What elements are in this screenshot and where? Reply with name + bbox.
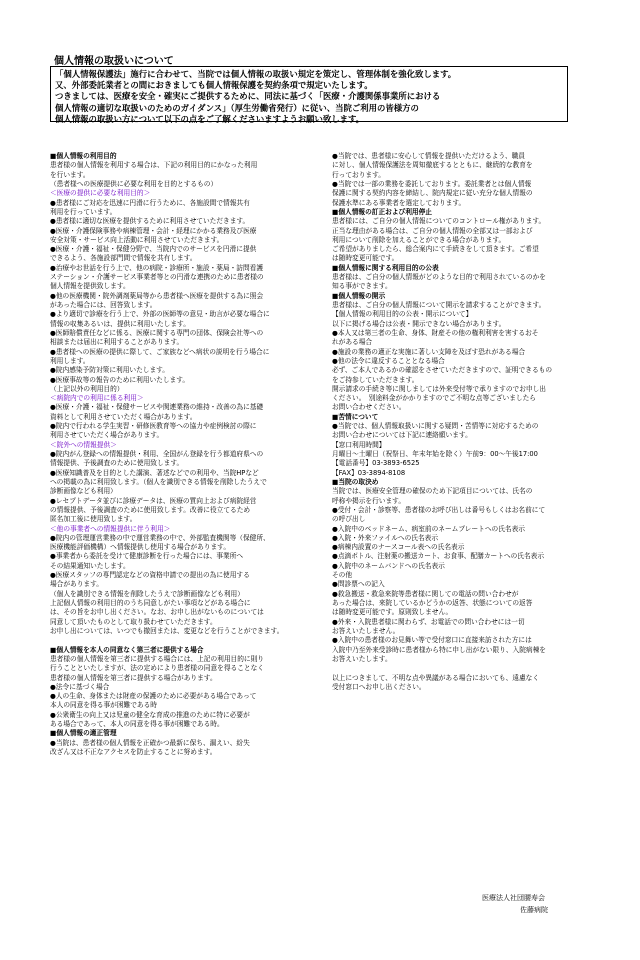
text-line: ●当院では一部の業務を委託しております。委託業者とは個人情報 — [332, 179, 532, 188]
text-line: 場合があります。 — [50, 580, 103, 589]
text-line: 開示請求の手続き等に関しましては外来受付等で承りますのでお申し出 — [332, 384, 546, 393]
text-line: 【FAX】03-3894-8108 — [332, 468, 406, 477]
text-line: ●人の生命、身体または財産の保護のために必要がある場合であって — [50, 692, 257, 701]
text-line: ●当院は、患者様の個人情報を正確かつ最新に保ち、漏えい、紛失 — [50, 738, 250, 747]
text-line: 医療機能評価機構）へ情報提供し使用する場合があります。 — [50, 543, 231, 552]
text-line: できるよう、各施設部門間で情報を共有します。 — [50, 254, 197, 263]
spacer — [332, 664, 602, 673]
text-line: は随時変更可能です。原則致しません。 — [332, 608, 453, 617]
text-line: 個人情報を提供致します。 — [50, 282, 130, 291]
page-title: 個人情報の取扱いについて — [54, 56, 174, 67]
text-line: 安全対策・サービス向上活動に利用させていただきます。 — [50, 235, 224, 244]
right-column — [332, 152, 602, 692]
section-heading: ■個人情報に関する利用目的の公表 — [332, 263, 439, 272]
text-line: ●医療・介護・福祉・保健分野で、当院内でのサービスを円滑に提供 — [50, 245, 257, 254]
text-line: ●本人又は第三者の生命、身体、財産その他の権利利害を害するおそ — [332, 328, 539, 337]
text-line: 情報の収集あるいは、提供に利用いたします。 — [50, 319, 190, 328]
section-heading: ■当院の取決め — [332, 477, 379, 486]
text-line: 当院では、医療安全管理の確保のため下記項目については、氏名の — [332, 487, 533, 496]
text-line: 改ざん又は不正なアクセスを防止することに努めます。 — [50, 748, 217, 756]
text-line: ご希望がありましたら、総合案内にて手続きをして頂きます。ご希望 — [332, 245, 539, 254]
text-line: ●医療・介護保険事務や病棟管理・会計・経理にかかる業務及び医療 — [50, 226, 257, 235]
text-line: 月曜日～土曜日（祝祭日、年末年始を除く）午前9：00～午後17:00 — [332, 450, 538, 458]
text-line: お問い合わせください。 — [332, 403, 406, 412]
section-heading: ■個人情報を本人の同意なく第三者に提供する場合 — [50, 645, 204, 654]
text-line: 行うことといたしますが、法の定めにより患者様の同意を得ることなく — [50, 664, 264, 673]
text-line: ●入院・外来ファイルへの氏名表示 — [332, 533, 439, 542]
text-line: ●医療事故等の報告のために利用いたします。 — [50, 375, 190, 384]
spacer — [50, 636, 320, 645]
text-line: ●事業者から委託を受けて健康診断を行った場合には、事業所へ — [50, 552, 244, 561]
text-line: ●院内感染予防対策に利用いたします。 — [50, 366, 169, 375]
text-line: 本人の同意を得る事が困難である時 — [50, 701, 157, 710]
text-line: ください。 別途料金がかかりますのでご不明な点等ございましたら — [332, 394, 536, 403]
text-line: に対し、個人情報保護法を周知徹底するとともに、継続的な教育を — [332, 161, 533, 170]
section-heading: ■苦情について — [332, 412, 379, 421]
text-line: ステーション・介護サービス事業者等との円滑な連携のために患者様の — [50, 273, 264, 282]
text-line: 【窓口利用時間】 — [332, 440, 386, 449]
text-line: への掲載の為に利用致します。（個人を識別できる情報を削除したうえで — [50, 477, 267, 486]
text-line: ●当院では、個人情報取扱いに関する疑問・苦情等に対応するための — [332, 422, 539, 431]
subsection-heading: ＜他の事業者への情報提供に伴う利用＞ — [50, 524, 171, 533]
text-line: ●より適切で診療を行う上で、外部の医師等の意見・助言が必要な場合に — [50, 310, 270, 319]
text-line: 【電話番号】03-3893-6525 — [332, 459, 420, 468]
text-line: ●施設の業務の適正な実施に著しい支障を及ぼす恐れがある場合 — [332, 347, 526, 356]
text-line: （患者様への医療提供に必要な利用を目的とするもの） — [50, 179, 218, 188]
text-line: 入院中乃至外来受診時に患者様から特に申し出がない限り、入院病棟を — [332, 645, 546, 654]
subsection-heading: ＜医療の提供に必要な利用目的＞ — [50, 189, 151, 198]
text-line: 以上につきまして、不明な点や異議がある場合においても、遠慮なく — [332, 673, 540, 682]
text-line: は随時変更可能です。 — [332, 254, 399, 263]
text-line: お答えいたします。 — [332, 654, 392, 663]
text-line: ●院内で行われる学生実習・研修医教育等への協力や症例検討の際に — [50, 422, 257, 431]
section-heading: ■個人情報の利用目的 — [50, 152, 117, 160]
text-line: 行っております。 — [332, 170, 385, 179]
text-line: 知る事ができます。 — [332, 282, 392, 291]
left-column — [50, 152, 320, 757]
text-line: その結果通知いたします。 — [50, 561, 130, 570]
text-line: 患者様は、ご自分の個人情報がどのような目的で利用されているのかを — [332, 273, 546, 282]
text-line: 利用させていただく場合があります。 — [50, 431, 164, 440]
section-heading: ■個人情報の開示 — [332, 291, 386, 300]
text-line: 資料として利用させていただく場合があります。 — [50, 412, 197, 421]
text-line: の呼び出し — [332, 515, 366, 524]
text-line: ●患者様への医療の提供に際して、ご家族などへ病状の説明を行う場合に — [50, 347, 270, 356]
intro-line: 個人情報の取扱い方について以下の点をご了解くださいますようお願い致します。 — [55, 113, 365, 124]
text-line: 以下に掲げる場合は公表・開示できない場合があります。 — [332, 319, 506, 328]
text-line: その他 — [332, 571, 353, 580]
text-line: ●治療やお世話を行う上で、他の病院・診療所・施設・薬局・訪問看護 — [50, 263, 264, 272]
text-line: ●患者様にご対応を迅速に円滑に行うために、各施設間で情報共有 — [50, 198, 250, 207]
text-line: （上記以外の利用目的） — [50, 384, 124, 393]
text-line: ●外来・入院患者様に関わらず、お電話での問い合わせには一切 — [332, 617, 525, 626]
text-line: 保護に関する契約内容を締結し、院内規定に従い充分な個人情報の — [332, 189, 533, 198]
text-line: 相談または届出に利用することがあります。 — [50, 338, 184, 347]
text-line: れがある場合 — [332, 338, 373, 347]
text-line: ●受付・会計・診察等、患者様のお呼び出しは番号もしくはお名前にて — [332, 505, 546, 514]
text-line: ●入院中の患者様のお見舞い等で受付窓口に直接来訪された方には — [332, 636, 532, 645]
subsection-heading: ＜院外への情報提供＞ — [50, 440, 117, 449]
text-line: ●他の医療機関・院外調剤薬局等から患者様へ医療を提供する為に照会 — [50, 291, 264, 300]
text-line: ●医療・介護・福祉・保健サービスや関連業務の維持・改善の為に基礎 — [50, 403, 264, 412]
text-line: 患者様の個人情報を第三者に提供する場合には、上記の利用目的に則り — [50, 654, 264, 663]
text-line: ●点滴ボトル、注射薬の搬送カート、お食事、配膳カートへの氏名表示 — [332, 552, 545, 561]
text-line: ●院内の管理運営業務の中で運営業務の中で、外部監査機関等（保健所、 — [50, 533, 270, 542]
intro-line: 又、外部委託業者との間におきましても個人情報保護を契約条項で規定いたします。 — [55, 80, 373, 91]
text-line: の情報提供、予後調査のために使用致します。改善に役立てるため — [50, 505, 251, 514]
text-line: ●問診票への記入 — [332, 580, 385, 589]
text-line: ●入院中のベッドネーム、病室前のネームプレートへの氏名表示 — [332, 524, 525, 533]
section-heading: ■個人情報の適正管理 — [50, 729, 117, 738]
section-heading: ■個人情報の訂正および利用停止 — [332, 207, 432, 216]
text-line: 患者様は、ご自分の個人情報について開示を請求することができます。 — [332, 301, 546, 309]
text-line: 受付窓口へお申し出ください。 — [332, 682, 426, 691]
text-line: ●医療スタッフの専門認定などの資格申請での提出の為に使用する — [50, 571, 250, 580]
text-line: 同意して頂いたものとして取り扱わせていただきます。 — [50, 617, 217, 626]
text-line: 呼称や掲示を行います。 — [332, 496, 406, 505]
text-line: ●公衆衛生の向上又は児童の健全な育成の推進のために特に必要が — [50, 710, 250, 719]
intro-line: 「個人情報保護法」施行に合わせて、当院では個人情報の取扱い規定を策定し、管理体制を強化致します。 — [55, 69, 457, 79]
text-line: 匿名加工後に使用致します。 — [50, 515, 137, 524]
text-line: 患者様には、ご自分の個人情報についてのコントロール権があります。 — [332, 217, 546, 226]
text-line: 正当な理由がある場合は、ご自分の個人情報の全部又は一部および — [332, 226, 533, 235]
text-line: お申し出については、いつでも撤回または、変更などを行うことができます。 — [50, 626, 284, 635]
intro-line: 個人情報の適切な取扱いのためのガイダンス」（厚生労働省発行）に従い、当院ご利用の皆様方の — [55, 102, 419, 113]
text-line: 患者様の個人情報を利用する場合は、下記の利用目的にかなった利用 — [50, 161, 258, 170]
text-line: 必ず、ご本人であるかの確認をさせていただきますので、証明できるもの — [332, 366, 553, 375]
text-line: あった場合は、来院しているかどうかの返答、状態についての返答 — [332, 599, 533, 607]
text-line: ある場合であって、本人の同意を得る事が困難である時。 — [50, 720, 224, 729]
text-line: ●院内がん登録への情報提供・利用、全国がん登録を行う都道府県への — [50, 450, 264, 458]
signature-organization: 医療法人社団腰寿会 — [482, 894, 545, 902]
text-line: お問い合わせについては下記に連絡願います。 — [332, 431, 472, 440]
subsection-heading: ＜病院内での利用に係る利用＞ — [50, 394, 144, 403]
text-line: を行います。 — [50, 170, 90, 179]
text-line: ●医療知識普及を目的とした講演、著述などでの利用や、当院HPなど — [50, 468, 259, 477]
intro-notice-box — [50, 66, 568, 122]
text-line: ●他の法令に違反することとなる場合 — [332, 356, 445, 365]
text-line: があった場合には、回答致します。 — [50, 301, 157, 309]
text-line: 【個人情報の利用目的の公表・開示について】 — [332, 310, 473, 319]
signature-hospital: 佐藤病院 — [520, 906, 548, 914]
text-line: 利用について削除を加えることができる場合があります。 — [332, 235, 506, 244]
text-line: 患者様の個人情報を第三者に提供する場合があります。 — [50, 673, 217, 682]
text-line: （個人を識別できる情報を削除したうえで診断画像なども利用） — [50, 589, 244, 598]
text-line: 利用します。 — [50, 356, 90, 365]
text-line: は、その旨をお申し出ください。なお、お申し出がないものについては — [50, 608, 264, 617]
text-line: ●医師賠償責任などに係る、医療に関する専門の団体、保険会社等への — [50, 328, 264, 337]
text-line: をご持参していただきます。 — [332, 375, 419, 384]
text-line: 利用を行っています。 — [50, 207, 117, 216]
text-line: 保護水準にある事業者を選定しております。 — [332, 198, 466, 207]
intro-line: つきましては、医療を安全・確実にご提供するために、同法に基づく「医療・介護関係事業所における — [55, 91, 441, 102]
text-line: 情報提供、予後調査のために使用致します。 — [50, 459, 184, 468]
text-line: 診断画像なども利用） — [50, 487, 117, 496]
text-line: ●入院中のネームバンドへの氏名表示 — [332, 561, 445, 570]
text-line: ●救急搬送・救急来院等患者様に関しての電話の問い合わせが — [332, 589, 519, 598]
text-line: ●病棟内設置のナースコール表への氏名表示 — [332, 543, 465, 552]
text-line: お答えいたしません。 — [332, 626, 400, 635]
text-line: ●当院では、患者様に安心して情報を提供いただけるよう、職員 — [332, 152, 526, 160]
text-line: ●法令に基づく場合 — [50, 682, 110, 691]
text-line: 上記個人情報の利用目的のうち同意しがたい事項などがある場合に — [50, 599, 251, 607]
text-line: ●レセプトデータ並びに診療データは、医療の質向上および病院経営 — [50, 496, 257, 505]
text-line: ●患者様に適切な医療を提供するために利用させていただきます。 — [50, 217, 250, 226]
